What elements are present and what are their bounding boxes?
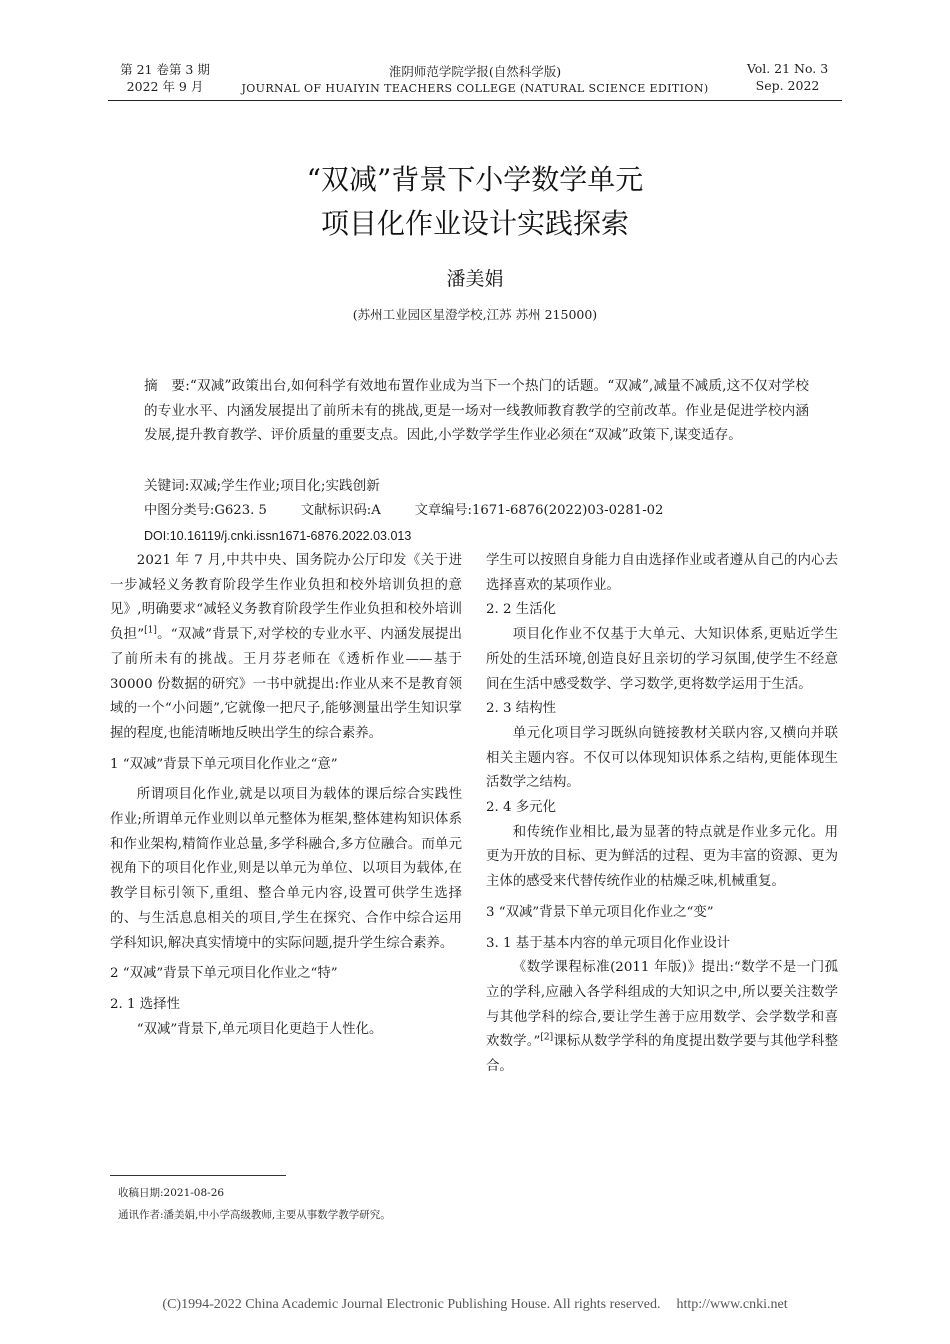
intro-text-b: 。“双减”背景下,对学校的专业水平、内涵发展提出了前所未有的挑战。王月芬老师在《透析作业——基于30000 份数据的研究》一书中就提出:作业从来不是教育领域的一个“小问题”,它就像一把尺子,能够测量出学生知识掌握的程度,也能清晰地反映出学生的综合素养。 [110, 627, 462, 741]
date-cn: 2022 年 9 月 [126, 79, 204, 94]
doi: DOI:10.16119/j.cnki.issn1671-6876.2022.03.013 [144, 529, 412, 543]
section-3-1-text-b: 课标从数学学科的角度提出数学要与其他学科整合。 [486, 1034, 838, 1075]
affiliation: (苏州工业园区星澄学校,江苏 苏州 215000) [352, 307, 598, 322]
abstract: 摘 要:“双减”政策出台,如何科学有效地布置作业成为当下一个热门的话题。“双减”,减量不减质,这不仅对学校的专业水平、内涵发展提出了前所未有的挑战,更是一场对一线教师教育教学的空前改革。作业是促进学校内涵发展,提升教育教学、评价质量的重要支点。因此,小学数学学生作业必须在“双减”政策下,谋变适存。 [144, 378, 809, 444]
volume-issue-cn: 第 21 卷第 3 期 [120, 62, 210, 77]
footnote-corresponding-author: 通讯作者:潘美娟,中小学高级教师,主要从事数学教学研究。 [118, 1209, 391, 1221]
section-2-1-paragraph: “双减”背景下,单元项目化更趋于人性化。 [136, 1021, 383, 1037]
section-1-paragraph: 所谓项目化作业,就是以项目为载体的课后综合实践性作业;所谓单元作业则以单元整体为框架,整体建构知识体系和作业架构,精简作业总量,多学科融合,多方位融合。而单元视角下的项目化作业,则是以单元为单位、以项目为载体,在教学目标引领下,重组、整合单元内容,设置可供学生选择的、与生活息息相关的项目,学生在探究、合作中综合运用学科知识,解决真实情境中的实际问题,提升学生综合素养。 [110, 787, 462, 951]
citation-1: [1] [144, 625, 157, 636]
citation-2: [2] [540, 1032, 554, 1043]
classification-line [144, 499, 824, 524]
section-2-2-heading: 2. 2 生活化 [486, 602, 556, 618]
section-2-2-paragraph: 项目化作业不仅基于大单元、大知识体系,更贴近学生所处的生活环境,创造良好且亲切的学习氛围,使学生不经意间在生活中感受数学、学习数学,更将数学运用于生活。 [486, 627, 838, 692]
journal-name-en: JOURNAL OF HUAIYIN TEACHERS COLLEGE (NATURAL SCIENCE EDITION) [241, 82, 709, 95]
section-2-1-heading: 2. 1 选择性 [110, 996, 180, 1012]
section-2-heading: 2 “双减”背景下单元项目化作业之“特” [110, 966, 338, 982]
title-line-1: “双减”背景下小学数学单元 [306, 163, 644, 196]
intro-text-a: 2021 年 7 月,中共中央、国务院办公厅印发《关于进一步减轻义务教育阶段学生作业负担和校外培训负担的意见》,明确要求“减轻义务教育阶段学生作业负担和校外培训负担” [110, 553, 462, 643]
footnote-rule [110, 1175, 286, 1176]
paper-title [140, 158, 810, 246]
section-2-3-paragraph: 单元化项目学习既纵向链接教材关联内容,又横向并联相关主题内容。不仅可以体现知识体系之结构,更能体现生活数学之结构。 [486, 725, 838, 791]
body-right-column [486, 549, 838, 1080]
document-code: 文献标识码:A [300, 503, 381, 518]
section-3-1-paragraph [486, 956, 838, 1080]
section-3-heading: 3 “双减”背景下单元项目化作业之“变” [486, 904, 714, 920]
body-left-column [110, 549, 462, 1042]
section-3-1-heading: 3. 1 基于基本内容的单元项目化作业设计 [486, 935, 731, 951]
header-rule [108, 100, 842, 101]
running-header-center [220, 63, 730, 97]
section-2-3-heading: 2. 3 结构性 [486, 701, 556, 717]
keywords: 关键词:双减;学生作业;项目化;实践创新 [144, 478, 380, 494]
date-en: Sep. 2022 [755, 78, 820, 93]
running-header-left [110, 61, 220, 95]
article-number: 文章编号:1671-6876(2022)03-0281-02 [414, 503, 664, 518]
volume-issue-en: Vol. 21 No. 3 [746, 61, 829, 76]
section-3-1-text-a: 《数学课程标准(2011 年版)》提出:“数学不是一门孤立的学科,应融入各学科组成的大知识之中,所以要关注数学与其他学科的综合,要让学生善于应用数学、会学数学和喜欢数学。” [486, 960, 838, 1050]
copyright-footer [0, 1297, 950, 1313]
section-2-4-paragraph: 和传统作业相比,最为显著的特点就是作业多元化。用更为开放的目标、更为鲜活的过程、更为丰富的资源、更为主体的感受来代替传统作业的枯燥乏味,机械重复。 [486, 824, 838, 890]
running-header-right [735, 60, 840, 94]
cnki-url[interactable]: http://www.cnki.net [676, 1297, 788, 1312]
footnote-received-date: 收稿日期:2021-08-26 [118, 1187, 225, 1199]
section-1-heading: 1 “双减”背景下单元项目化作业之“意” [110, 756, 338, 772]
journal-name-cn: 淮阴师范学院学报(自然科学版) [388, 64, 562, 79]
title-line-2: 项目化作业设计实践探索 [320, 207, 629, 240]
section-2-4-heading: 2. 4 多元化 [486, 800, 556, 816]
clc-number: 中图分类号:G623. 5 [144, 503, 267, 518]
copyright-text: (C)1994-2022 China Academic Journal Electronic Publishing House. All rights reserved. [162, 1297, 661, 1312]
intro-paragraph [110, 549, 462, 747]
section-2-1-continued: 学生可以按照自身能力自由选择作业或者遵从自己的内心去选择喜欢的某项作业。 [486, 553, 838, 593]
author: 潘美娟 [446, 268, 504, 290]
